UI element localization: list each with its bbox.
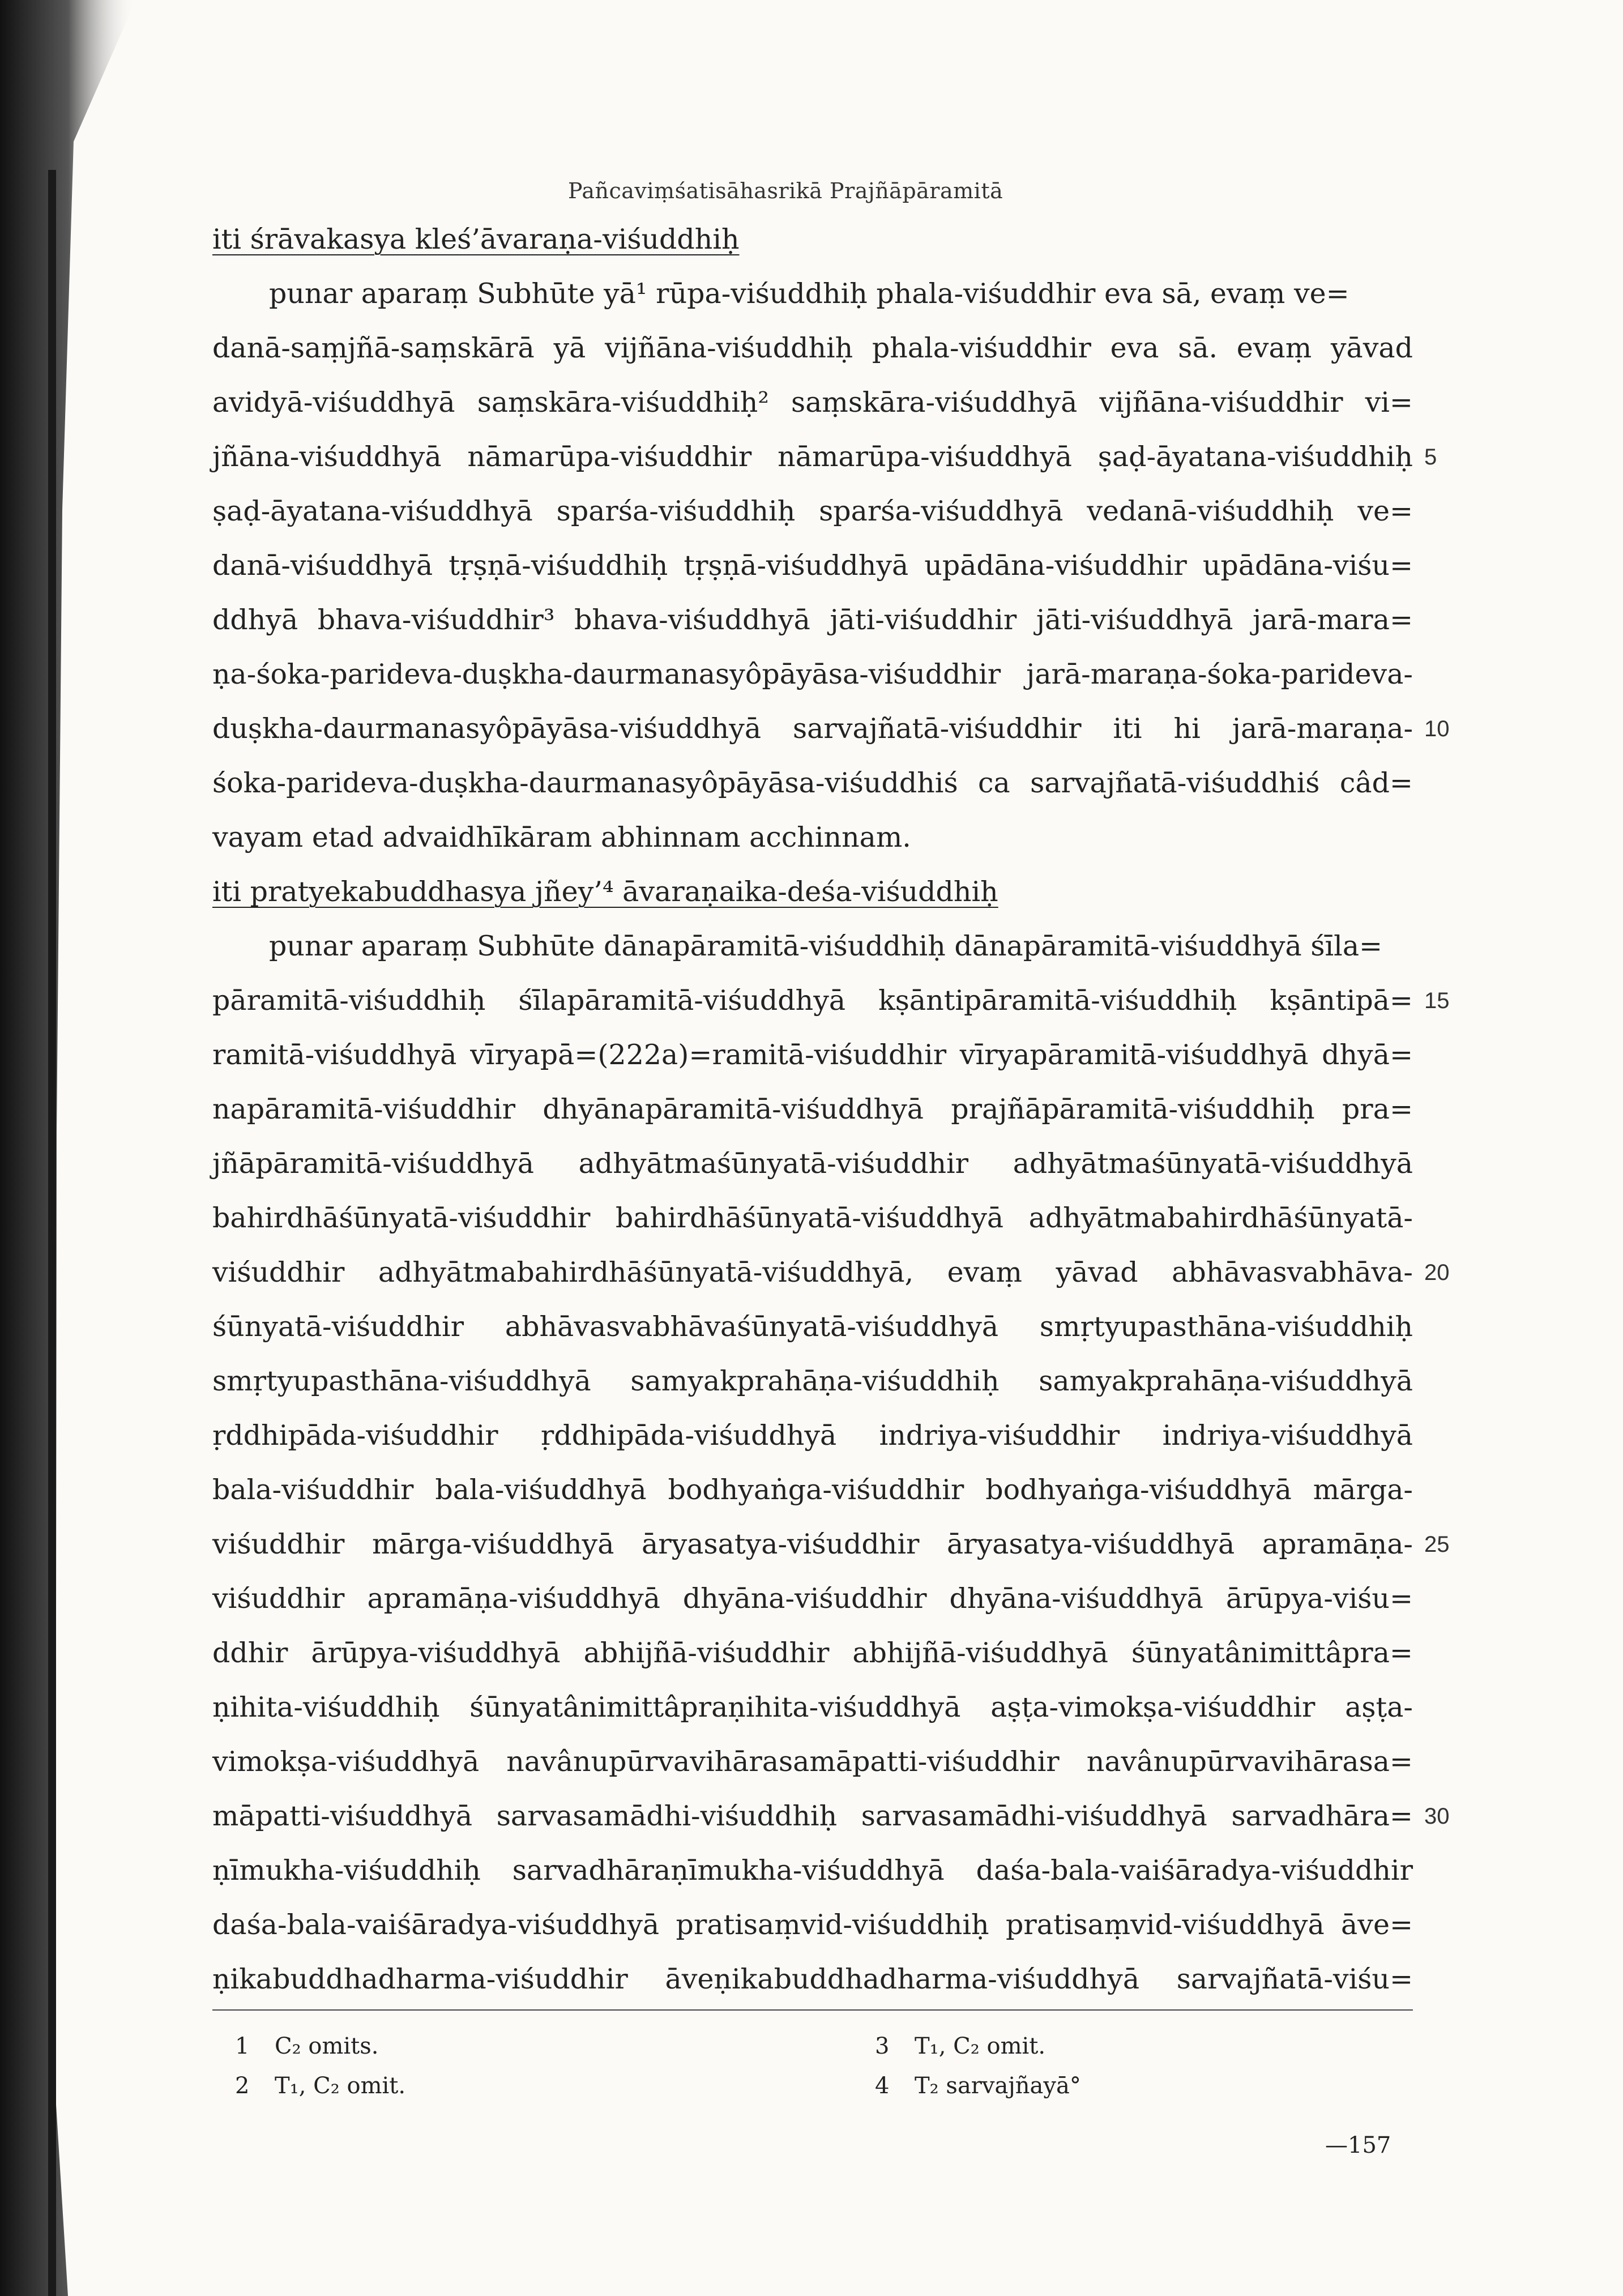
text-line bbox=[212, 1952, 1413, 2007]
text-line bbox=[212, 1409, 1413, 1463]
line-text: duṣkha-daurmanasyôpāyāsa-viśuddhyā sarvajñatā-viśuddhir iti hi jarā-maraṇa- bbox=[212, 712, 1413, 745]
line-text: jñāna-viśuddhyā nāmarūpa-viśuddhir nāmarūpa-viśuddhyā ṣaḍ-āyatana-viśuddhiḥ bbox=[212, 441, 1413, 473]
line-text: ṇihita-viśuddhiḥ śūnyatânimittâpraṇihita-viśuddhyā aṣṭa-vimokṣa-viśuddhir aṣṭa- bbox=[212, 1691, 1413, 1723]
text-line bbox=[212, 593, 1413, 647]
text-line bbox=[212, 1680, 1413, 1735]
text-line bbox=[212, 1572, 1413, 1626]
text-line bbox=[212, 919, 1413, 974]
running-head: Pañcaviṃśatisāhasrikā Prajñāpāramitā bbox=[568, 178, 1003, 203]
text-line bbox=[212, 1354, 1413, 1409]
line-number: 15 bbox=[1424, 988, 1450, 1013]
footnote-3 bbox=[875, 2033, 1045, 2059]
line-number: 5 bbox=[1424, 445, 1437, 470]
line-text: napāramitā-viśuddhir dhyānapāramitā-viśuddhyā prajñāpāramitā-viśuddhiḥ pra= bbox=[212, 1093, 1413, 1125]
line-text: smṛtyupasthāna-viśuddhyā samyakprahāṇa-viśuddhiḥ samyakprahāṇa-viśuddhyā bbox=[212, 1365, 1413, 1397]
text-line bbox=[212, 1517, 1450, 1572]
line-text: śoka-parideva-duṣkha-daurmanasyôpāyāsa-viśuddhiś ca sarvajñatā-viśuddhiś câd= bbox=[212, 767, 1413, 799]
section-heading bbox=[212, 212, 1413, 267]
line-text: ddhir ārūpya-viśuddhyā abhijñā-viśuddhir abhijñā-viśuddhyā śūnyatânimittâpra= bbox=[212, 1637, 1413, 1669]
line-text: ramitā-viśuddhyā vīryapā=(222a)=ramitā-viśuddhir vīryapāramitā-viśuddhyā dhyā= bbox=[212, 1039, 1413, 1071]
text-line bbox=[212, 1028, 1413, 1082]
text-line bbox=[212, 375, 1413, 430]
text-line bbox=[212, 647, 1413, 702]
text-line bbox=[212, 539, 1413, 593]
line-text: śūnyatā-viśuddhir abhāvasvabhāvaśūnyatā-viśuddhyā smṛtyupasthāna-viśuddhiḥ bbox=[212, 1311, 1413, 1343]
footnote-text: C₂ omits. bbox=[275, 2033, 379, 2059]
text-line bbox=[212, 1191, 1413, 1245]
line-text: ṇīmukha-viśuddhiḥ sarvadhāraṇīmukha-viśuddhyā daśa-bala-vaiśāradya-viśuddhir bbox=[212, 1854, 1413, 1887]
text-line bbox=[212, 1463, 1413, 1517]
footnote-text: T₁, C₂ omit. bbox=[275, 2073, 406, 2099]
line-number: 30 bbox=[1424, 1804, 1450, 1829]
text-line bbox=[212, 1626, 1413, 1680]
line-number: 10 bbox=[1424, 716, 1450, 741]
footnote-rule bbox=[212, 2009, 1413, 2011]
footnote-number: 1 bbox=[235, 2033, 250, 2059]
line-text: viśuddhir mārga-viśuddhyā āryasatya-viśuddhir āryasatya-viśuddhyā apramāṇa- bbox=[212, 1528, 1413, 1560]
line-text: ṇa-śoka-parideva-duṣkha-daurmanasyôpāyāsa-viśuddhir jarā-maraṇa-śoka-parideva- bbox=[212, 658, 1413, 690]
footnote-text: T₁, C₂ omit. bbox=[915, 2033, 1046, 2059]
line-text: iti śrāvakasya kleś’āvaraṇa-viśuddhiḥ bbox=[212, 223, 740, 255]
line-text: avidyā-viśuddhyā saṃskāra-viśuddhiḥ² saṃskāra-viśuddhyā vijñāna-viśuddhir vi= bbox=[212, 386, 1413, 419]
line-text: bahirdhāśūnyatā-viśuddhir bahirdhāśūnyatā-viśuddhyā adhyātmabahirdhāśūnyatā- bbox=[212, 1202, 1413, 1234]
text-line bbox=[212, 321, 1413, 375]
line-text: māpatti-viśuddhyā sarvasamādhi-viśuddhiḥ sarvasamādhi-viśuddhyā sarvadhāra= bbox=[212, 1800, 1413, 1832]
footnote-1 bbox=[235, 2033, 378, 2059]
footnote-number: 3 bbox=[875, 2033, 890, 2059]
line-text: viśuddhir adhyātmabahirdhāśūnyatā-viśuddhyā, evaṃ yāvad abhāvasvabhāva- bbox=[212, 1256, 1413, 1288]
line-text: ṛddhipāda-viśuddhir ṛddhipāda-viśuddhyā indriya-viśuddhir indriya-viśuddhyā bbox=[212, 1419, 1413, 1452]
line-text: pāramitā-viśuddhiḥ śīlapāramitā-viśuddhyā kṣāntipāramitā-viśuddhiḥ kṣāntipā= bbox=[212, 984, 1413, 1017]
text-line bbox=[212, 756, 1413, 810]
text-line bbox=[212, 1898, 1413, 1952]
page-number: —157 bbox=[1325, 2132, 1391, 2158]
line-text: viśuddhir apramāṇa-viśuddhyā dhyāna-viśuddhir dhyāna-viśuddhyā ārūpya-viśu= bbox=[212, 1582, 1413, 1615]
line-text: danā-viśuddhyā tṛṣṇā-viśuddhiḥ tṛṣṇā-viśuddhyā upādāna-viśuddhir upādāna-viśu= bbox=[212, 549, 1413, 582]
text-line bbox=[212, 484, 1413, 539]
footnote-number: 2 bbox=[235, 2073, 250, 2099]
text-line bbox=[212, 1137, 1413, 1191]
footnote-4 bbox=[875, 2073, 1081, 2099]
line-text: vimokṣa-viśuddhyā navânupūrvavihārasamāpatti-viśuddhir navânupūrvavihārasa= bbox=[212, 1746, 1413, 1778]
text-line bbox=[212, 974, 1450, 1028]
text-line bbox=[212, 810, 1413, 865]
footnote-2 bbox=[235, 2073, 405, 2099]
text-line bbox=[212, 702, 1450, 756]
line-text: punar aparaṃ Subhūte dānapāramitā-viśuddhiḥ dānapāramitā-viśuddhyā śīla= bbox=[269, 930, 1383, 962]
footnote-number: 4 bbox=[875, 2073, 890, 2099]
line-text: bala-viśuddhir bala-viśuddhyā bodhyaṅga-viśuddhir bodhyaṅga-viśuddhyā mārga- bbox=[212, 1474, 1413, 1506]
line-number: 20 bbox=[1424, 1260, 1450, 1285]
text-line bbox=[212, 1082, 1413, 1137]
line-number: 25 bbox=[1424, 1532, 1450, 1557]
footnote-text: T₂ sarvajñayā° bbox=[915, 2073, 1081, 2099]
text-line bbox=[212, 1300, 1413, 1354]
section-heading bbox=[212, 865, 1413, 919]
text-line bbox=[212, 267, 1413, 321]
text-line bbox=[212, 1245, 1450, 1300]
text-line bbox=[212, 1735, 1413, 1789]
line-text: ṣaḍ-āyatana-viśuddhyā sparśa-viśuddhiḥ sparśa-viśuddhyā vedanā-viśuddhiḥ ve= bbox=[212, 495, 1413, 527]
text-line bbox=[212, 1789, 1450, 1843]
line-text: daśa-bala-vaiśāradya-viśuddhyā pratisaṃvid-viśuddhiḥ pratisaṃvid-viśuddhyā āve= bbox=[212, 1909, 1413, 1941]
line-text: punar aparaṃ Subhūte yā¹ rūpa-viśuddhiḥ phala-viśuddhir eva sā, evaṃ ve= bbox=[269, 278, 1349, 310]
line-text: jñāpāramitā-viśuddhyā adhyātmaśūnyatā-viśuddhir adhyātmaśūnyatā-viśuddhyā bbox=[212, 1147, 1413, 1180]
line-text: vayam etad advaidhīkāram abhinnam acchinnam. bbox=[212, 821, 911, 853]
body-text bbox=[212, 212, 1450, 2007]
text-line bbox=[212, 1843, 1413, 1898]
text-line bbox=[212, 430, 1437, 484]
line-text: ddhyā bhava-viśuddhir³ bhava-viśuddhyā jāti-viśuddhir jāti-viśuddhyā jarā-mara= bbox=[212, 604, 1413, 636]
binding-shadow bbox=[0, 0, 170, 2296]
line-text: iti pratyekabuddhasya jñey’⁴ āvaraṇaika-deśa-viśuddhiḥ bbox=[212, 876, 998, 908]
line-text: ṇikabuddhadharma-viśuddhir āveṇikabuddhadharma-viśuddhyā sarvajñatā-viśu= bbox=[212, 1963, 1413, 1995]
line-text: danā-saṃjñā-saṃskārā yā vijñāna-viśuddhiḥ phala-viśuddhir eva sā. evaṃ yāvad bbox=[212, 332, 1413, 364]
